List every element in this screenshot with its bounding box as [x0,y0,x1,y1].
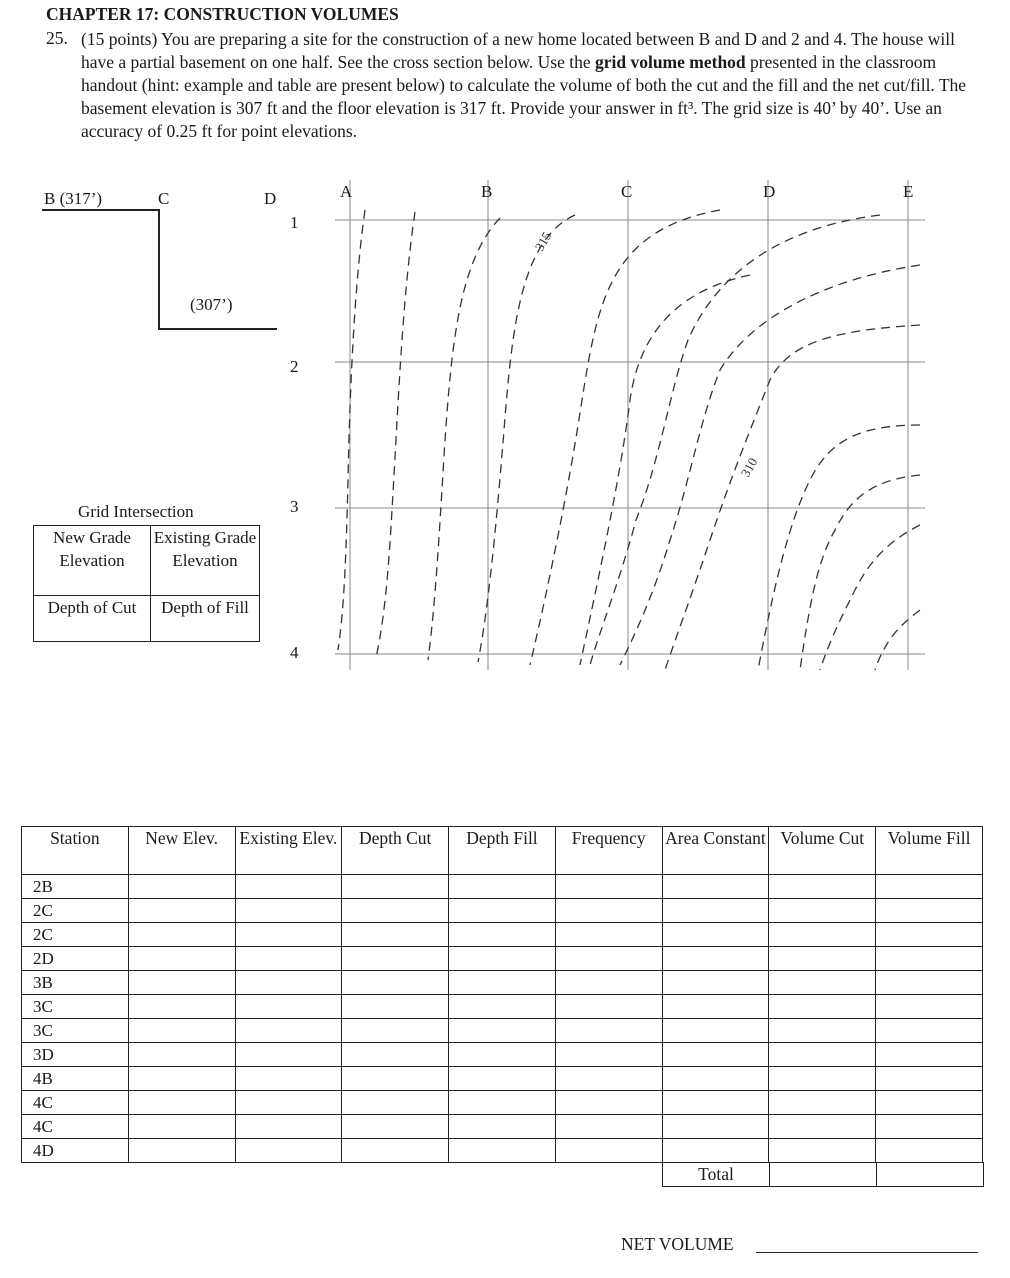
cross-section-profile [40,200,280,335]
blank-answer-cell[interactable] [876,899,983,923]
blank-answer-cell[interactable] [449,995,556,1019]
problem-text-part1: (15 points) You are preparing a site for the construction of a new home located between B and D and 2 and 4. The house will have a partial basement on one half. See the cross section below. Use the [81,29,955,72]
blank-answer-cell[interactable] [128,923,235,947]
station-cell: 3D [22,1043,129,1067]
table-row [22,899,983,923]
blank-answer-cell[interactable] [235,1067,342,1091]
station-table-header [22,827,983,875]
cross-section-label-basement: (307’) [190,295,233,314]
blank-answer-cell[interactable] [555,899,662,923]
contour-label-right: 310 [737,455,761,480]
contour-label-top: 315 [531,229,555,254]
blank-answer-cell[interactable] [128,947,235,971]
station-cell: 2C [22,899,129,923]
table-row [22,875,983,899]
blank-answer-cell[interactable] [555,971,662,995]
blank-answer-cell[interactable] [769,1067,876,1091]
station-table-body [22,875,983,1163]
total-volume-cut[interactable] [770,1163,877,1187]
blank-answer-cell[interactable] [128,1043,235,1067]
cross-section-grade-line [42,210,277,329]
blank-answer-cell[interactable] [555,995,662,1019]
blank-answer-cell[interactable] [235,947,342,971]
col-label-e: E [903,182,914,201]
header-depth-fill: Depth Fill [449,827,556,875]
blank-answer-cell[interactable] [128,995,235,1019]
blank-answer-cell[interactable] [449,971,556,995]
blank-answer-cell[interactable] [342,971,449,995]
station-cell: 4D [22,1139,129,1163]
net-volume-answer-line[interactable] [756,1252,978,1253]
contour-line [338,210,365,650]
blank-answer-cell[interactable] [342,1091,449,1115]
blank-answer-cell[interactable] [662,947,769,971]
blank-answer-cell[interactable] [342,875,449,899]
contour-line [478,215,575,662]
table-row [22,1115,983,1139]
problem-text-bold: grid volume method [594,52,746,72]
blank-answer-cell[interactable] [449,899,556,923]
table-row [22,1043,983,1067]
blank-answer-cell[interactable] [449,947,556,971]
contour-line [620,265,920,665]
contour-line [580,275,750,665]
blank-answer-cell[interactable] [876,923,983,947]
col-label-a: A [340,182,353,201]
blank-answer-cell[interactable] [342,1067,449,1091]
blank-answer-cell[interactable] [769,923,876,947]
blank-answer-cell[interactable] [342,1019,449,1043]
blank-answer-cell[interactable] [555,1115,662,1139]
blank-answer-cell[interactable] [555,1091,662,1115]
contour-line [665,325,920,670]
header-existing-elev: Existing Elev. [235,827,342,875]
blank-answer-cell[interactable] [662,1139,769,1163]
header-frequency: Frequency [555,827,662,875]
blank-answer-cell[interactable] [235,1019,342,1043]
blank-answer-cell[interactable] [342,899,449,923]
blank-answer-cell[interactable] [662,1091,769,1115]
table-row [22,947,983,971]
col-label-c: C [621,182,633,201]
blank-answer-cell[interactable] [235,995,342,1019]
table-row [22,1139,983,1163]
contour-grid [335,180,925,670]
blank-answer-cell[interactable] [876,1043,983,1067]
blank-answer-cell[interactable] [449,1091,556,1115]
header-new-elev: New Elev. [128,827,235,875]
blank-answer-cell[interactable] [876,875,983,899]
contour-line [590,215,880,665]
row-label-1: 1 [290,213,299,232]
contour-line [875,610,920,670]
table-row [22,1091,983,1115]
blank-answer-cell[interactable] [662,1067,769,1091]
blank-answer-cell[interactable] [449,1043,556,1067]
blank-answer-cell[interactable] [555,875,662,899]
legend-depth-fill: Depth of Fill [151,596,260,642]
blank-answer-cell[interactable] [876,1139,983,1163]
blank-answer-cell[interactable] [555,1139,662,1163]
col-label-b: B [481,182,493,201]
blank-answer-cell[interactable] [128,1067,235,1091]
contour-line [428,218,500,660]
problem-text-part2: presented in the classroom handout (hint: example and table are present below) to calculate the volume of both the cut and the fill and the net cut/fill. The basement elevation is 307 ft and the floor elevation is 317 ft. Provide your answer in ft³. The grid size is 40’ by 40’. Use an accuracy of 0.25 ft for point elevations. [81,52,967,141]
legend-depth-cut: Depth of Cut [34,596,151,642]
blank-answer-cell[interactable] [342,1043,449,1067]
blank-answer-cell[interactable] [235,1043,342,1067]
contour-line [820,525,920,670]
contour-map [280,180,930,680]
blank-answer-cell[interactable] [769,947,876,971]
blank-answer-cell[interactable] [769,1091,876,1115]
blank-answer-cell[interactable] [662,875,769,899]
row-label-2: 2 [290,357,299,376]
contour-lines [338,210,920,670]
contour-line [376,212,415,658]
station-table [21,826,983,1163]
blank-answer-cell[interactable] [235,971,342,995]
blank-answer-cell[interactable] [235,1115,342,1139]
blank-answer-cell[interactable] [342,1139,449,1163]
legend-title: Grid Intersection [78,502,194,521]
blank-answer-cell[interactable] [769,1019,876,1043]
blank-answer-cell[interactable] [662,1019,769,1043]
header-volume-cut: Volume Cut [769,827,876,875]
station-cell: 2C [22,923,129,947]
table-row [22,995,983,1019]
blank-answer-cell[interactable] [128,1115,235,1139]
total-volume-fill[interactable] [877,1163,984,1187]
blank-answer-cell[interactable] [235,875,342,899]
col-label-d: D [763,182,776,201]
blank-answer-cell[interactable] [769,1115,876,1139]
blank-answer-cell[interactable] [235,1091,342,1115]
blank-answer-cell[interactable] [235,923,342,947]
blank-answer-cell[interactable] [662,923,769,947]
contour-line [530,210,720,665]
blank-answer-cell[interactable] [128,1019,235,1043]
header-area-constant: Area Constant [662,827,769,875]
blank-answer-cell[interactable] [555,1067,662,1091]
blank-answer-cell[interactable] [662,971,769,995]
blank-answer-cell[interactable] [555,923,662,947]
header-volume-fill: Volume Fill [876,827,983,875]
table-row [22,923,983,947]
row-label-4: 4 [290,643,299,662]
blank-answer-cell[interactable] [235,899,342,923]
blank-answer-cell[interactable] [555,1019,662,1043]
blank-answer-cell[interactable] [876,947,983,971]
station-cell: 2D [22,947,129,971]
station-cell: 3B [22,971,129,995]
cross-section-label-b: B (317’) [44,189,103,208]
station-cell: 4C [22,1091,129,1115]
blank-answer-cell[interactable] [876,1019,983,1043]
cross-section-label-c: C [158,189,170,208]
blank-answer-cell[interactable] [876,1091,983,1115]
problem-number: 25. [46,28,68,48]
blank-answer-cell[interactable] [555,947,662,971]
blank-answer-cell[interactable] [769,1043,876,1067]
table-row [22,1019,983,1043]
station-cell: 4B [22,1067,129,1091]
blank-answer-cell[interactable] [662,899,769,923]
header-depth-cut: Depth Cut [342,827,449,875]
blank-answer-cell[interactable] [449,1067,556,1091]
blank-answer-cell[interactable] [769,971,876,995]
station-cell: 3C [22,995,129,1019]
blank-answer-cell[interactable] [235,1139,342,1163]
blank-answer-cell[interactable] [769,875,876,899]
blank-answer-cell[interactable] [449,1115,556,1139]
legend-table [33,525,260,642]
blank-answer-cell[interactable] [449,1019,556,1043]
table-row [22,1067,983,1091]
blank-answer-cell[interactable] [342,947,449,971]
blank-answer-cell[interactable] [128,1139,235,1163]
row-label-3: 3 [290,497,299,516]
blank-answer-cell[interactable] [449,875,556,899]
blank-answer-cell[interactable] [876,971,983,995]
blank-answer-cell[interactable] [449,923,556,947]
header-station: Station [22,827,129,875]
blank-answer-cell[interactable] [128,971,235,995]
legend-new-grade: New Grade Elevation [34,526,151,596]
problem-statement [81,28,986,143]
net-volume-label: NET VOLUME [621,1234,734,1254]
total-table [662,1162,984,1187]
blank-answer-cell[interactable] [662,995,769,1019]
table-row [22,971,983,995]
chapter-title: CHAPTER 17: CONSTRUCTION VOLUMES [46,4,399,24]
total-label: Total [663,1163,770,1187]
blank-answer-cell[interactable] [128,1091,235,1115]
station-cell: 2B [22,875,129,899]
blank-answer-cell[interactable] [769,899,876,923]
blank-answer-cell[interactable] [769,995,876,1019]
blank-answer-cell[interactable] [876,1067,983,1091]
contour-line [800,475,920,670]
blank-answer-cell[interactable] [449,1139,556,1163]
blank-answer-cell[interactable] [876,995,983,1019]
blank-answer-cell[interactable] [128,899,235,923]
station-cell: 3C [22,1019,129,1043]
blank-answer-cell[interactable] [342,923,449,947]
contour-line [758,425,920,670]
blank-answer-cell[interactable] [876,1115,983,1139]
blank-answer-cell[interactable] [662,1115,769,1139]
blank-answer-cell[interactable] [342,995,449,1019]
legend-existing-grade: Existing Grade Elevation [151,526,260,596]
blank-answer-cell[interactable] [342,1115,449,1139]
blank-answer-cell[interactable] [555,1043,662,1067]
station-cell: 4C [22,1115,129,1139]
blank-answer-cell[interactable] [662,1043,769,1067]
blank-answer-cell[interactable] [769,1139,876,1163]
blank-answer-cell[interactable] [128,875,235,899]
cross-section-label-d: D [264,189,277,208]
